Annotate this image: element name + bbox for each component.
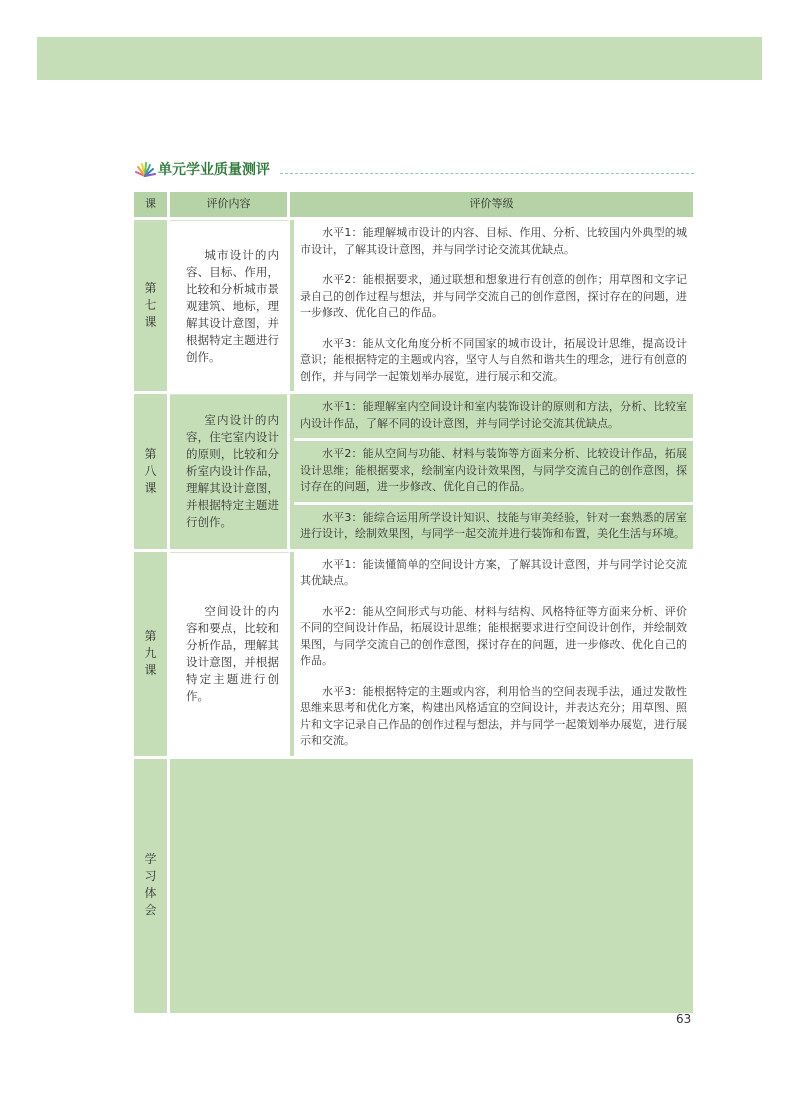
content-cell — [170, 220, 290, 394]
page-number: 63 — [676, 1012, 692, 1026]
lesson-cell — [134, 552, 170, 759]
lesson-label: 第八课 — [144, 446, 157, 495]
content-cell — [170, 394, 290, 552]
levels-cell — [290, 552, 693, 759]
experience-label: 学习体会 — [144, 852, 157, 918]
table-row — [134, 552, 693, 759]
content-text: 室内设计的内容，住宅室内设计的原则，比较和分析室内设计作品，理解其设计意图，并根据特定主题进行创作。 — [186, 413, 279, 530]
level-1: 水平1：能读懂简单的空间设计方案，了解其设计意图，并与同学讨论交流其优缺点。 — [294, 552, 693, 596]
lesson-cell — [134, 220, 170, 394]
header-content: 评价内容 — [170, 192, 290, 220]
experience-row — [134, 759, 693, 1013]
content-text: 城市设计的内容、目标、作用，比较和分析城市景观建筑、地标，理解其设计意图，并根据特定主题进行创作。 — [186, 247, 279, 364]
header-levels: 评价等级 — [290, 192, 693, 220]
lesson-label: 第九课 — [144, 628, 157, 677]
level-1: 水平1：能理解室内空间设计和室内装饰设计的原则和方法，分析、比较室内设计作品，了解不同的设计意图，并与同学讨论交流其优缺点。 — [294, 394, 693, 438]
experience-writing-area[interactable] — [170, 759, 693, 1013]
level-1: 水平1：能理解城市设计的内容、目标、作用、分析、比较国内外典型的城市设计，了解其设计意图，并与同学讨论交流其优缺点。 — [294, 220, 693, 264]
lesson-cell — [134, 394, 170, 552]
table-header-row — [134, 192, 693, 220]
experience-label-cell — [134, 759, 170, 1013]
levels-cell — [290, 394, 693, 552]
section-header — [134, 160, 694, 180]
level-2: 水平2：能从空间形式与功能、材料与结构、风格特征等方面来分析、评价不同的空间设计作品，拓展设计思维；能根据要求进行空间设计创作，并绘制效果图，与同学交流自己的创作意图，探讨存在的问题，进一步修改、优化自己的作品。 — [294, 599, 693, 676]
table-row — [134, 220, 693, 394]
assessment-table — [134, 192, 693, 1013]
content-cell — [170, 552, 290, 759]
header-lesson: 课 — [134, 192, 170, 220]
top-banner — [37, 37, 762, 80]
lesson-label: 第七课 — [144, 280, 157, 329]
level-3: 水平3：能综合运用所学设计知识、技能与审美经验，针对一套熟悉的居室进行设计，绘制效果图，与同学一起交流并进行装饰和布置，美化生活与环境。 — [294, 505, 693, 549]
level-3: 水平3：能根据特定的主题或内容，利用恰当的空间表现手法，通过发散性思维来思考和优化方案，构建出风格适宜的空间设计，并表达充分；用草图、照片和文字记录自己作品的创作过程与想法，并与同学一起策划举办展览，进行展示和交流。 — [294, 679, 693, 756]
flower-burst-icon — [134, 161, 156, 178]
levels-cell — [290, 220, 693, 394]
level-2: 水平2：能根据要求，通过联想和想象进行有创意的创作；用草图和文字记录自己的创作过程与想法，并与同学交流自己的创作意图，探讨存在的问题，进一步修改、优化自己的作品。 — [294, 267, 693, 328]
content-text: 空间设计的内容和要点，比较和分析作品，理解其设计意图，并根据特定主题进行创作。 — [186, 604, 279, 703]
section-divider — [280, 173, 694, 174]
level-3: 水平3：能从文化角度分析不同国家的城市设计，拓展设计思维，提高设计意识；能根据特定的主题或内容，坚守人与自然和谐共生的理念，进行有创意的创作，并与同学一起策划举办展览，进行展示和交流。 — [294, 331, 693, 392]
section-title: 单元学业质量测评 — [158, 162, 270, 178]
level-2: 水平2：能从空间与功能、材料与装饰等方面来分析、比较设计作品，拓展设计思维；能根据要求，绘制室内设计效果图，与同学交流自己的创作意图，探讨存在的问题，进一步修改、优化自己的作品。 — [294, 441, 693, 502]
table-row — [134, 394, 693, 552]
